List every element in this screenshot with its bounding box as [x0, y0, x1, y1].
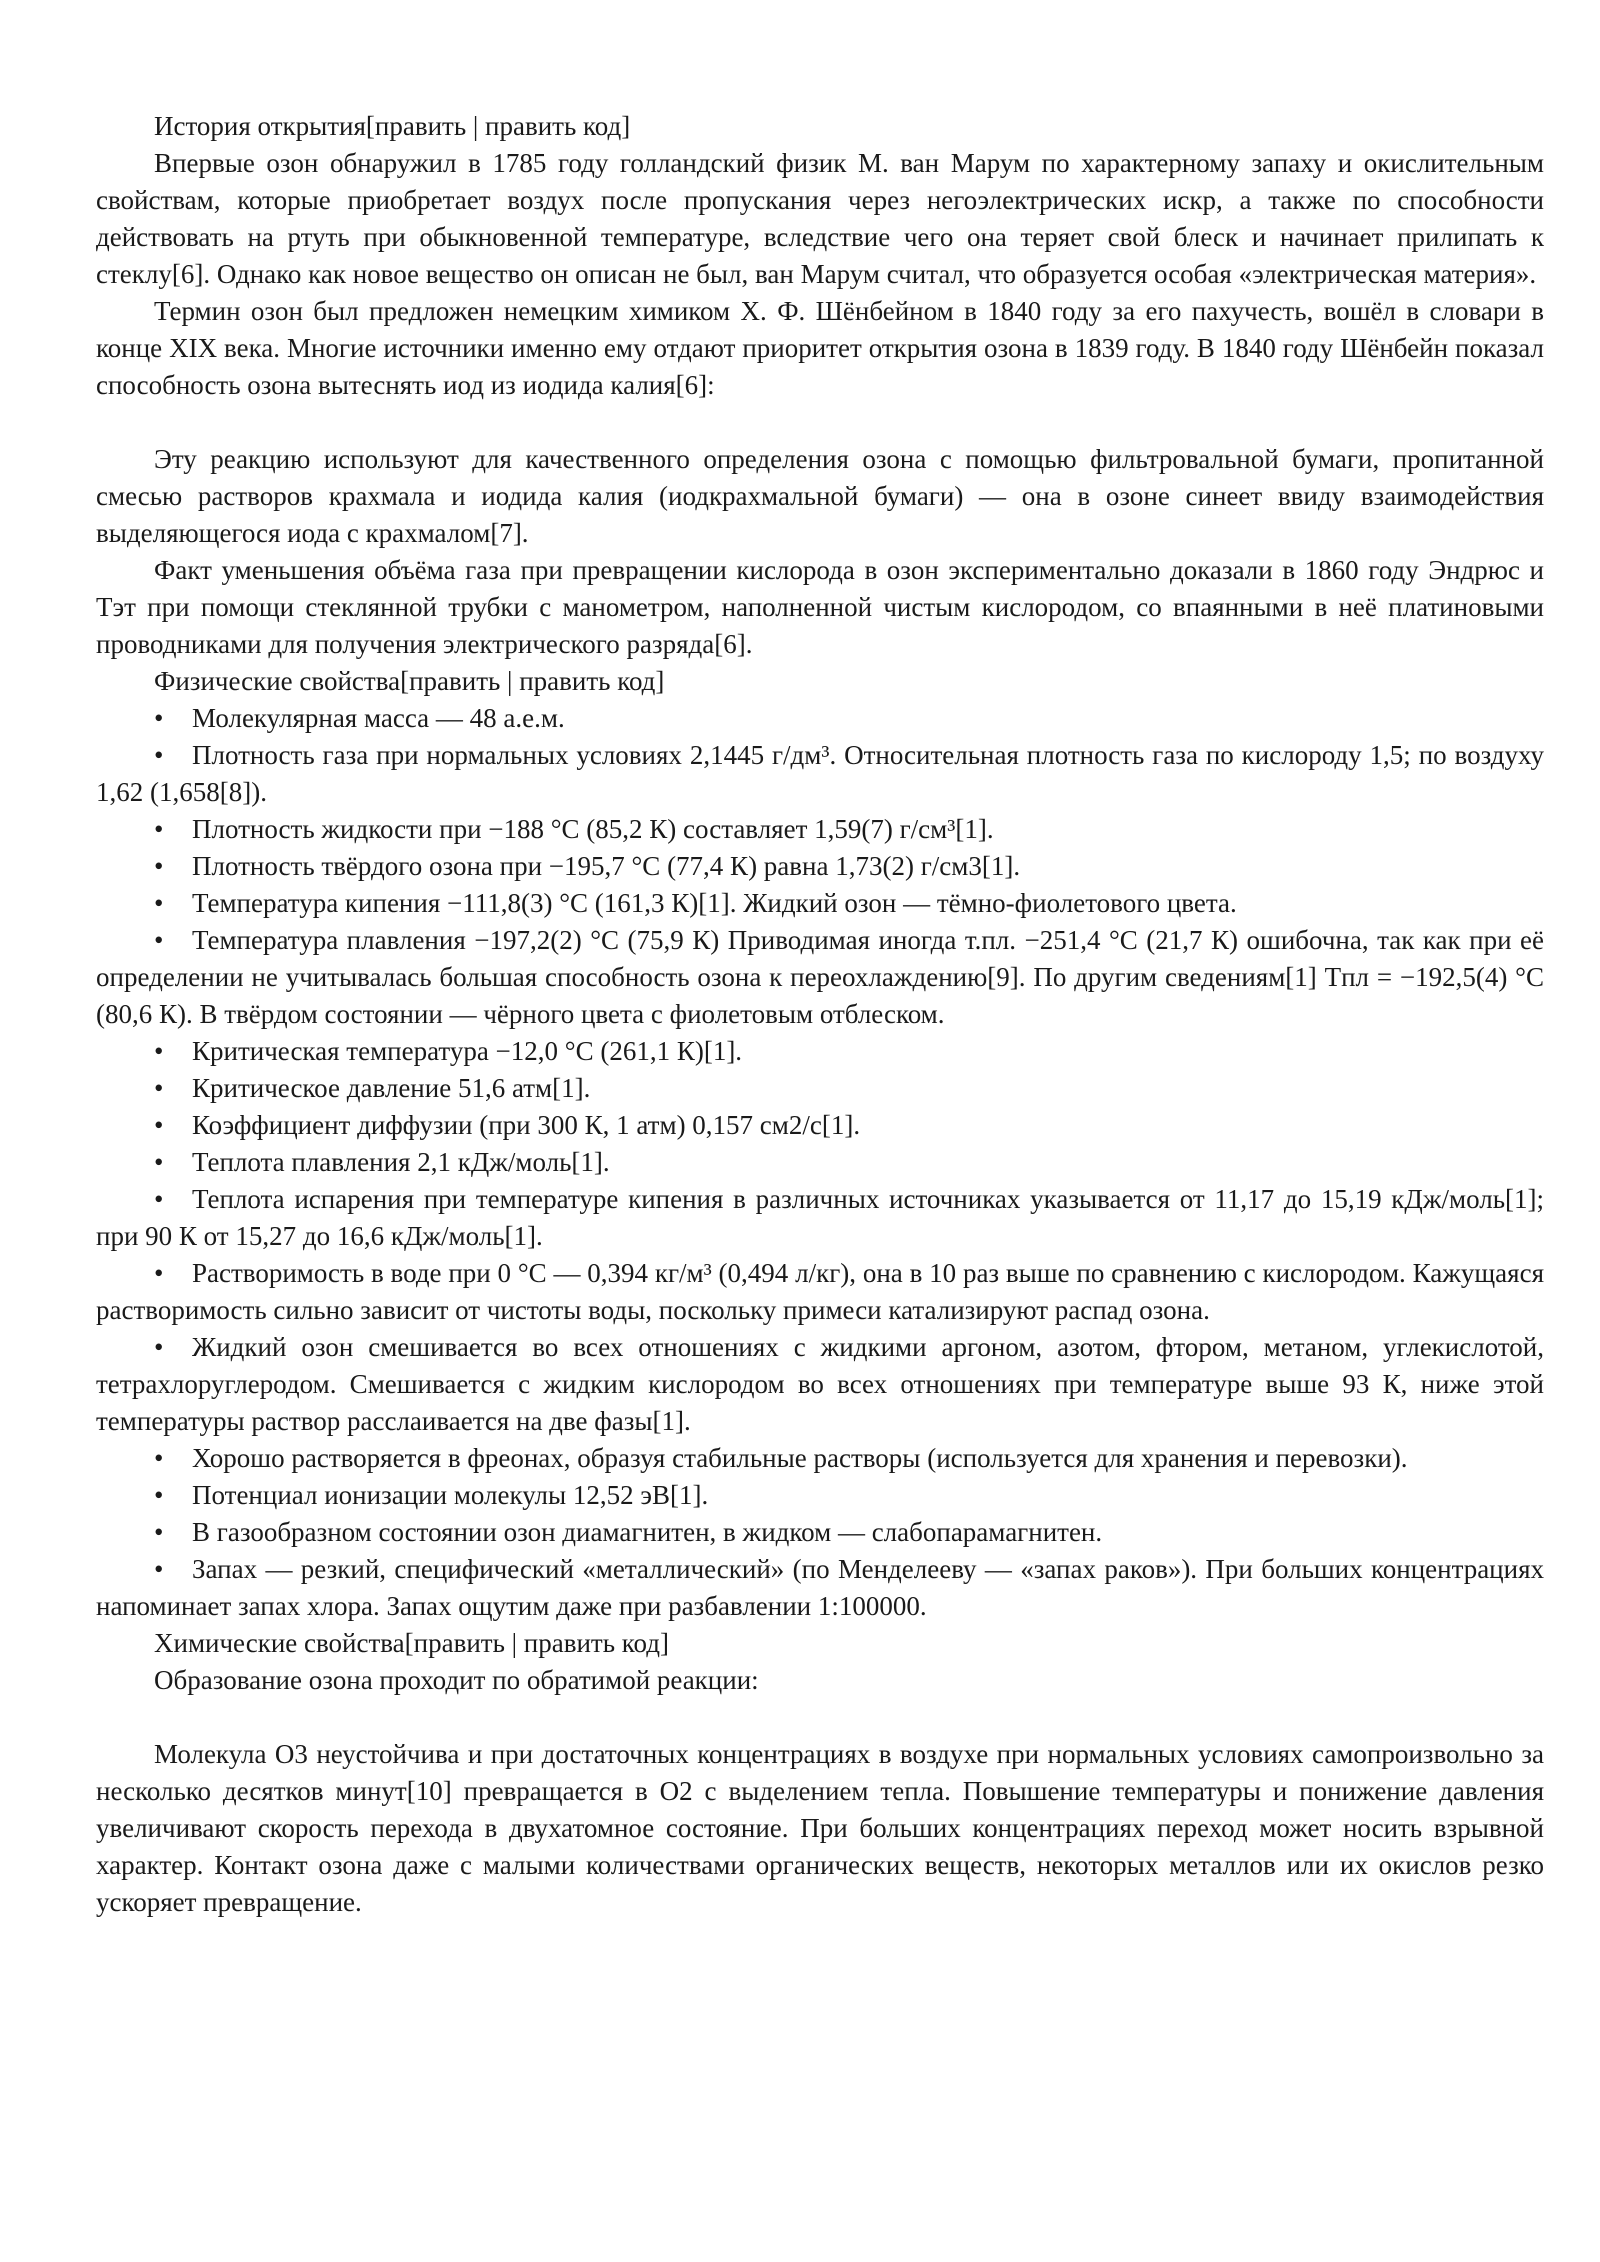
bullet-marker: •: [154, 1480, 164, 1510]
section-heading-chemical: Химические свойства[править | править код]: [154, 1628, 669, 1658]
list-item: [96, 922, 1544, 1033]
list-item-text: Температура плавления −197,2(2) °C (75,9 К) Приводимая иногда т.пл. −251,4 °C (21,7 К) ошибочна, так как при её определении не учитывалась большая способность озона к переохлаждению[9]. По другим сведениям[1] Tпл = −192,5(4) °C (80,6 К). В твёрдом состоянии — чёрного цвета с фиолетовым отблеском.: [96, 925, 1544, 1029]
bullet-marker: •: [154, 1554, 164, 1584]
bullet-marker: •: [154, 925, 164, 955]
bullet-marker: •: [154, 740, 164, 770]
bullet-marker: •: [154, 851, 164, 881]
list-item: [96, 885, 1544, 922]
bullet-marker: •: [154, 1036, 164, 1066]
document-page: [96, 108, 1544, 1921]
list-item: [96, 848, 1544, 885]
list-item-text: Температура кипения −111,8(3) °C (161,3 К)[1]. Жидкий озон — тёмно-фиолетового цвета.: [192, 888, 1237, 918]
section-heading-physical: Физические свойства[править | править код]: [154, 666, 665, 696]
list-item-text: Теплота испарения при температуре кипения в различных источниках указывается от 11,17 до 15,19 кДж/моль[1]; при 90 К от 15,27 до 16,6 кДж/моль[1].: [96, 1184, 1544, 1251]
list-item-text: Плотность жидкости при −188 °C (85,2 К) составляет 1,59(7) г/см³[1].: [192, 814, 994, 844]
list-item-text: Хорошо растворяется в фреонах, образуя стабильные растворы (используется для хранения и перевозки).: [192, 1443, 1408, 1473]
bullet-marker: •: [154, 888, 164, 918]
section-heading-history: История открытия[править | править код]: [154, 111, 631, 141]
bullet-marker: •: [154, 1073, 164, 1103]
paragraph: Факт уменьшения объёма газа при превращении кислорода в озон экспериментально доказали в 1860 году Эндрюс и Тэт при помощи стеклянной трубки с манометром, наполненной чистым кислородом, со впаянными в неё платиновыми проводниками для получения электрического разряда[6].: [96, 555, 1544, 659]
paragraph: Впервые озон обнаружил в 1785 году голландский физик М. ван Марум по характерному запаху и окислительным свойствам, которые приобретает воздух после пропускания через негоэлектрических искр, а также по способности действовать на ртуть при обыкновенной температуре, вследствие чего она теряет свой блеск и начинает прилипать к стеклу[6]. Однако как новое вещество он описан не был, ван Марум считал, что образуется особая «электрическая материя».: [96, 148, 1544, 289]
list-item-text: Потенциал ионизации молекулы 12,52 эВ[1].: [192, 1480, 709, 1510]
paragraph: Образование озона проходит по обратимой реакции:: [154, 1665, 759, 1695]
bullet-marker: •: [154, 1110, 164, 1140]
list-item-text: Растворимость в воде при 0 °C — 0,394 кг/м³ (0,494 л/кг), она в 10 раз выше по сравнению с кислородом. Кажущаяся растворимость сильно зависит от чистоты воды, поскольку примеси катализируют распад озона.: [96, 1258, 1544, 1325]
list-item: [96, 1551, 1544, 1625]
paragraph: Молекула O3 неустойчива и при достаточных концентрациях в воздухе при нормальных условиях самопроизвольно за несколько десятков минут[10] превращается в O2 с выделением тепла. Повышение температуры и понижение давления увеличивают скорость перехода в двухатомное состояние. При больших концентрациях переход может носить взрывной характер. Контакт озона даже с малыми количествами органических веществ, некоторых металлов или их окислов резко ускоряет превращение.: [96, 1739, 1544, 1917]
bullet-marker: •: [154, 703, 164, 733]
paragraph: Термин озон был предложен немецким химиком Х. Ф. Шёнбейном в 1840 году за его пахучесть, вошёл в словари в конце XIX века. Многие источники именно ему отдают приоритет открытия озона в 1839 году. В 1840 году Шёнбейн показал способность озона вытеснять иод из иодида калия[6]:: [96, 296, 1544, 400]
paragraph: Эту реакцию используют для качественного определения озона с помощью фильтровальной бумаги, пропитанной смесью растворов крахмала и иодида калия (иодкрахмальной бумаги) — она в озоне синеет ввиду взаимодействия выделяющегося иода с крахмалом[7].: [96, 444, 1544, 548]
formula-placeholder: [96, 1699, 1544, 1736]
list-item-text: Критическая температура −12,0 °C (261,1 К)[1].: [192, 1036, 743, 1066]
list-item-text: Молекулярная масса — 48 а.е.м.: [192, 703, 565, 733]
list-item-text: Плотность твёрдого озона при −195,7 °C (77,4 К) равна 1,73(2) г/см3[1].: [192, 851, 1021, 881]
list-item: [96, 1033, 1544, 1070]
bullet-marker: •: [154, 1184, 164, 1214]
list-item: [96, 1144, 1544, 1181]
list-item-text: Жидкий озон смешивается во всех отношениях с жидкими аргоном, азотом, фтором, метаном, углекислотой, тетрахлоруглеродом. Смешивается с жидким кислородом во всех отношениях при температуре выше 93 К, ниже этой температуры раствор расслаивается на две фазы[1].: [96, 1332, 1544, 1436]
list-item: [96, 1477, 1544, 1514]
list-item-text: В газообразном состоянии озон диамагнитен, в жидком — слабопарамагнитен.: [192, 1517, 1103, 1547]
formula-placeholder: [96, 404, 1544, 441]
list-item: [96, 737, 1544, 811]
list-item: [96, 1514, 1544, 1551]
bullet-marker: •: [154, 1517, 164, 1547]
list-item: [96, 1070, 1544, 1107]
list-item: [96, 1181, 1544, 1255]
list-item-text: Коэффициент диффузии (при 300 К, 1 атм) 0,157 см2/с[1].: [192, 1110, 861, 1140]
list-item: [96, 1255, 1544, 1329]
list-item-text: Критическое давление 51,6 атм[1].: [192, 1073, 591, 1103]
bullet-marker: •: [154, 814, 164, 844]
list-item: [96, 1107, 1544, 1144]
bullet-marker: •: [154, 1443, 164, 1473]
physical-properties-list: [96, 700, 1544, 1625]
bullet-marker: •: [154, 1332, 164, 1362]
list-item: [96, 1440, 1544, 1477]
bullet-marker: •: [154, 1258, 164, 1288]
list-item: [96, 811, 1544, 848]
list-item-text: Теплота плавления 2,1 кДж/моль[1].: [192, 1147, 610, 1177]
list-item: [96, 700, 1544, 737]
list-item-text: Запах — резкий, специфический «металлический» (по Менделееву — «запах раков»). При больших концентрациях напоминает запах хлора. Запах ощутим даже при разбавлении 1:100000.: [96, 1554, 1544, 1621]
list-item: [96, 1329, 1544, 1440]
list-item-text: Плотность газа при нормальных условиях 2,1445 г/дм³. Относительная плотность газа по кислороду 1,5; по воздуху 1,62 (1,658[8]).: [96, 740, 1544, 807]
bullet-marker: •: [154, 1147, 164, 1177]
